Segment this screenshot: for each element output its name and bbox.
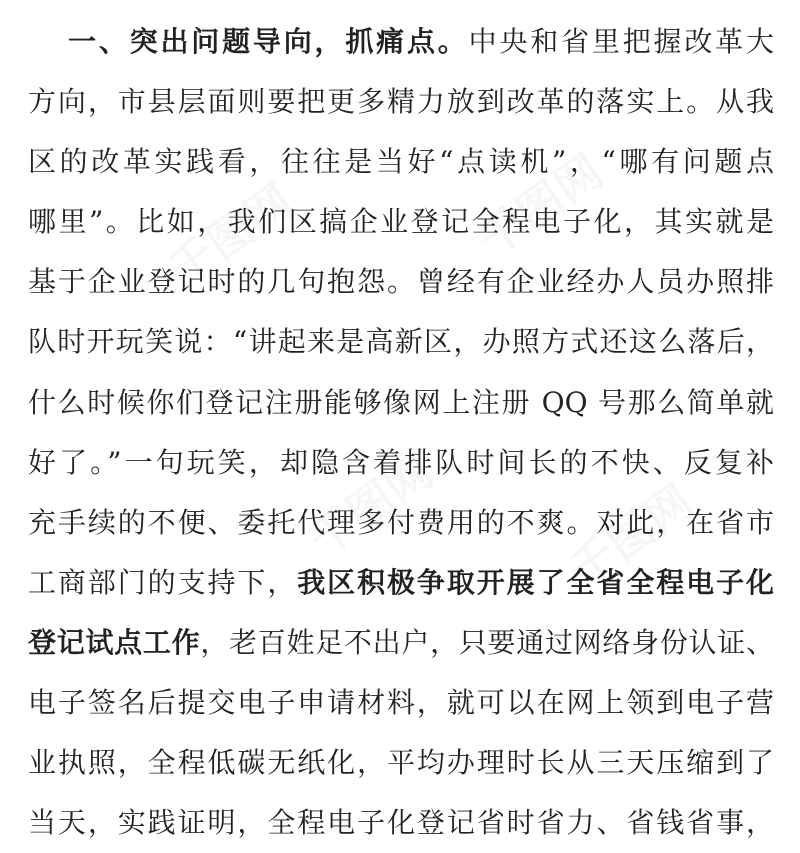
- emphasized-text: 我区积极争取开展了全省全程电子化: [297, 565, 774, 599]
- emphasized-text: 登记试点工作: [28, 625, 201, 659]
- text-line: 好了。”一句玩笑，却隐含着排队时间长的不快、反复补: [28, 445, 774, 479]
- text-line: 队时开玩笑说：“讲起来是高新区，办照方式还这么落后，: [28, 325, 774, 359]
- text-line: [28, 12, 774, 72]
- watermark: 千图网: [468, 143, 613, 268]
- watermark: 千图网: [558, 473, 703, 598]
- text-line: 电子签名后提交电子申请材料，就可以在网上领到电子营: [28, 686, 774, 720]
- text-line: 方向，市县层面则要把更多精力放到改革的落实上。从我: [28, 85, 774, 119]
- text-fragment: ，老百姓足不出户，只要通过网络身份认证、: [200, 625, 774, 659]
- text-line: 区的改革实践看，往往是当好“点读机”，“哪有问题点: [28, 145, 774, 179]
- text-line: [28, 553, 774, 613]
- body-paragraph: [28, 12, 774, 853]
- text-line: 什么时候你们登记注册能够像网上注册 QQ 号那么简单就: [28, 385, 774, 419]
- watermark: 千图网: [298, 443, 443, 568]
- text-fragment: 工商部门的支持下，: [28, 565, 298, 599]
- section-heading: 一、突出问题导向，抓痛点。: [68, 25, 469, 58]
- text-line: 哪里”。比如，我们区搞企业登记全程电子化，其实就是: [28, 205, 774, 239]
- text-line: 充手续的不便、委托代理多付费用的不爽。对此，在省市: [28, 505, 774, 539]
- text-line: 基于企业登记时的几句抱怨。曾经有企业经办人员办照排: [28, 265, 774, 299]
- watermark: 千图网: [158, 173, 303, 298]
- text-line: 当天，实践证明，全程电子化登记省时省力、省钱省事，: [28, 806, 774, 840]
- text-line: 业执照，全程低碳无纸化，平均办理时长从三天压缩到了: [28, 746, 774, 780]
- text-line: [28, 613, 774, 673]
- text-fragment: 中央和省里把握改革大: [468, 25, 774, 58]
